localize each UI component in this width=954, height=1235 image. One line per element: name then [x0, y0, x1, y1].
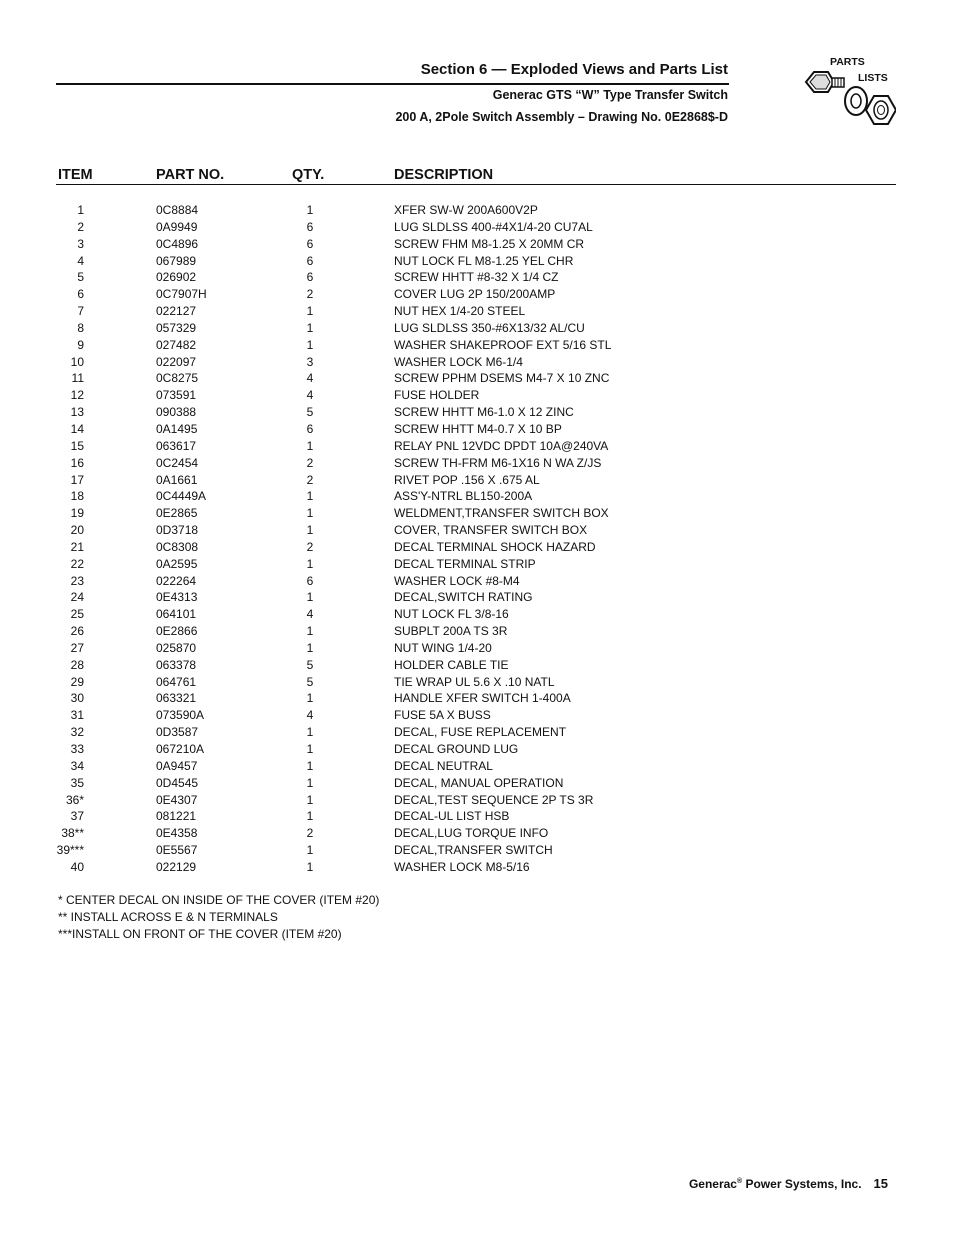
table-row — [0, 556, 954, 573]
table-row — [0, 674, 954, 691]
cell-part-no: 0A2595 — [156, 556, 198, 571]
cell-qty: 4 — [306, 371, 314, 386]
table-row — [0, 640, 954, 657]
cell-item: 18 — [70, 489, 84, 504]
footnote: ** INSTALL ACROSS E & N TERMINALS — [58, 910, 278, 924]
cell-part-no: 0C8275 — [156, 371, 199, 386]
table-row — [0, 825, 954, 842]
cell-part-no: 063617 — [156, 438, 197, 453]
cell-description: SUBPLT 200A TS 3R — [394, 624, 508, 639]
table-row — [0, 589, 954, 606]
cell-item: 13 — [70, 405, 84, 420]
cell-qty: 2 — [306, 539, 314, 554]
table-header — [0, 167, 954, 185]
cell-item: 27 — [70, 640, 84, 655]
table-row — [0, 236, 954, 253]
cell-item: 16 — [70, 455, 84, 470]
logo-text-lists: LISTS — [858, 72, 888, 84]
cell-item: 31 — [70, 708, 84, 723]
cell-qty: 1 — [306, 489, 314, 504]
cell-part-no: 064101 — [156, 607, 197, 622]
cell-item: 36* — [65, 792, 84, 807]
table-row — [0, 792, 954, 809]
cell-item: 30 — [70, 691, 84, 706]
table-row — [0, 539, 954, 556]
page-number: 15 — [873, 1176, 888, 1191]
cell-description: FUSE 5A X BUSS — [394, 708, 491, 723]
cell-qty: 2 — [306, 472, 314, 487]
cell-qty: 6 — [306, 270, 314, 285]
cell-item: 17 — [70, 472, 84, 487]
cell-description: SCREW HHTT M4-0.7 X 10 BP — [394, 421, 562, 436]
cell-description: SCREW HHTT M6-1.0 X 12 ZINC — [394, 405, 574, 420]
cell-description: LUG SLDLSS 350-#6X13/32 AL/CU — [394, 320, 585, 335]
cell-qty: 1 — [306, 742, 314, 756]
cell-part-no: 067210A — [156, 742, 205, 756]
cell-part-no: 081221 — [156, 809, 197, 824]
cell-part-no: 022127 — [156, 304, 197, 319]
table-row — [0, 707, 954, 724]
footer-company-prefix: Generac — [688, 1177, 737, 1191]
cell-item: 40 — [70, 859, 84, 874]
cell-qty: 5 — [306, 405, 314, 420]
cell-item: 35 — [70, 775, 84, 790]
section-title: Section 6 — Exploded Views and Parts List — [420, 61, 728, 78]
cell-qty: 1 — [306, 758, 314, 773]
cell-item: 37 — [70, 809, 84, 824]
cell-qty: 1 — [306, 640, 314, 655]
cell-part-no: 073590A — [156, 708, 205, 723]
table-row — [0, 690, 954, 707]
cell-description: COVER, TRANSFER SWITCH BOX — [394, 523, 588, 538]
column-header-description: DESCRIPTION — [394, 167, 494, 183]
cell-part-no: 0D3587 — [156, 725, 199, 740]
cell-item: 10 — [70, 354, 84, 369]
column-header-qty: QTY. — [292, 167, 325, 183]
cell-part-no: 0C8308 — [156, 539, 199, 554]
cell-qty: 1 — [306, 725, 314, 740]
cell-description: SCREW HHTT #8-32 X 1/4 CZ — [394, 270, 559, 285]
cell-qty: 2 — [306, 826, 314, 841]
cell-qty: 5 — [306, 674, 314, 689]
cell-qty: 1 — [306, 843, 314, 858]
cell-description: HOLDER CABLE TIE — [394, 657, 509, 672]
cell-item: 14 — [70, 421, 84, 436]
cell-qty: 1 — [306, 523, 314, 538]
cell-part-no: 0C7907H — [156, 287, 207, 302]
cell-description: DECAL,SWITCH RATING — [394, 590, 533, 605]
cell-description: LUG SLDLSS 400-#4X1/4-20 CU7AL — [394, 219, 593, 234]
cell-description: WASHER SHAKEPROOF EXT 5/16 STL — [394, 337, 612, 352]
cell-qty: 6 — [306, 573, 314, 588]
cell-description: DECAL,TRANSFER SWITCH — [394, 843, 553, 858]
cell-item: 1 — [77, 203, 84, 217]
cell-item: 22 — [70, 556, 84, 571]
cell-qty: 6 — [306, 219, 314, 234]
cell-qty: 4 — [306, 708, 314, 723]
table-row — [0, 859, 954, 876]
cell-part-no: 022097 — [156, 354, 197, 369]
header-rule — [56, 83, 729, 85]
table-row — [0, 741, 954, 758]
cell-part-no: 090388 — [156, 405, 197, 420]
table-row — [0, 370, 954, 387]
table-row — [0, 775, 954, 792]
cell-part-no: 0E4307 — [156, 792, 198, 807]
cell-qty: 1 — [306, 438, 314, 453]
footnote: * CENTER DECAL ON INSIDE OF THE COVER (ITEM #20) — [58, 893, 380, 907]
column-header-item: ITEM — [58, 167, 93, 183]
cell-part-no: 026902 — [156, 270, 197, 285]
cell-item: 23 — [70, 573, 84, 588]
table-row — [0, 269, 954, 286]
cell-description: WASHER LOCK #8-M4 — [394, 573, 520, 588]
page-footer — [689, 1176, 888, 1191]
table-row — [0, 354, 954, 371]
cell-qty: 1 — [306, 624, 314, 639]
cell-part-no: 0C8884 — [156, 203, 199, 217]
cell-item: 20 — [70, 523, 84, 538]
cell-qty: 1 — [306, 859, 314, 874]
cell-description: DECAL,TEST SEQUENCE 2P TS 3R — [394, 792, 594, 807]
cell-item: 5 — [77, 270, 84, 285]
cell-part-no: 0E4313 — [156, 590, 198, 605]
cell-part-no: 025870 — [156, 640, 197, 655]
cell-part-no: 0C4896 — [156, 236, 199, 251]
registered-mark: ® — [736, 1178, 743, 1185]
cell-item: 39*** — [56, 843, 84, 858]
cell-item: 15 — [70, 438, 84, 453]
cell-item: 2 — [77, 219, 84, 234]
cell-description: NUT HEX 1/4-20 STEEL — [394, 304, 526, 319]
cell-part-no: 073591 — [156, 388, 197, 403]
cell-description: WELDMENT,TRANSFER SWITCH BOX — [394, 506, 609, 521]
cell-part-no: 067989 — [156, 253, 197, 268]
cell-part-no: 022129 — [156, 859, 197, 874]
cell-qty: 1 — [306, 691, 314, 706]
cell-qty: 1 — [306, 337, 314, 352]
parts-table-body — [0, 202, 954, 876]
cell-item: 6 — [77, 287, 84, 302]
cell-part-no: 0A9457 — [156, 758, 198, 773]
cell-qty: 1 — [306, 203, 314, 217]
cell-item: 9 — [77, 337, 84, 352]
cell-description: SCREW FHM M8-1.25 X 20MM CR — [394, 236, 585, 251]
cell-qty: 1 — [306, 506, 314, 521]
cell-item: 24 — [70, 590, 84, 605]
cell-description: RELAY PNL 12VDC DPDT 10A@240VA — [394, 438, 609, 453]
cell-description: DECAL TERMINAL STRIP — [394, 556, 536, 571]
cell-description: NUT WING 1/4-20 — [394, 640, 492, 655]
header-subtitle-product: Generac GTS “W” Type Transfer Switch — [492, 88, 728, 102]
table-row — [0, 286, 954, 303]
cell-description: ASS'Y-NTRL BL150-200A — [394, 489, 533, 504]
cell-part-no: 063321 — [156, 691, 197, 706]
cell-item: 11 — [71, 371, 84, 386]
cell-qty: 1 — [306, 304, 314, 319]
table-row — [0, 202, 954, 219]
table-row — [0, 606, 954, 623]
table-row — [0, 724, 954, 741]
cell-qty: 1 — [306, 320, 314, 335]
cell-description: COVER LUG 2P 150/200AMP — [394, 287, 556, 302]
cell-qty: 1 — [306, 590, 314, 605]
cell-part-no: 057329 — [156, 320, 197, 335]
cell-description: WASHER LOCK M6-1/4 — [394, 354, 523, 369]
cell-item: 33 — [70, 742, 84, 756]
cell-description: DECAL,LUG TORQUE INFO — [394, 826, 549, 841]
cell-part-no: 0A1661 — [156, 472, 198, 487]
cell-qty: 6 — [306, 236, 314, 251]
cell-description: TIE WRAP UL 5.6 X .10 NATL — [394, 674, 555, 689]
table-row — [0, 253, 954, 270]
table-row — [0, 320, 954, 337]
cell-description: DECAL TERMINAL SHOCK HAZARD — [394, 539, 596, 554]
footnote: ***INSTALL ON FRONT OF THE COVER (ITEM #20) — [58, 927, 342, 941]
cell-part-no: 027482 — [156, 337, 197, 352]
table-header-rule — [56, 184, 896, 185]
cell-description: XFER SW-W 200A600V2P — [394, 203, 538, 217]
cell-part-no: 0E4358 — [156, 826, 198, 841]
table-row — [0, 842, 954, 859]
cell-description: NUT LOCK FL 3/8-16 — [394, 607, 509, 622]
cell-qty: 5 — [306, 657, 314, 672]
cell-description: NUT LOCK FL M8-1.25 YEL CHR — [394, 253, 574, 268]
cell-item: 19 — [70, 506, 84, 521]
cell-item: 34 — [70, 758, 84, 773]
footer-company-suffix: Power Systems, Inc. — [742, 1177, 862, 1191]
table-row — [0, 303, 954, 320]
cell-qty: 2 — [306, 287, 314, 302]
table-row — [0, 337, 954, 354]
cell-item: 26 — [70, 624, 84, 639]
cell-item: 4 — [77, 253, 84, 268]
cell-item: 12 — [70, 388, 84, 403]
cell-qty: 1 — [306, 809, 314, 824]
cell-part-no: 0E5567 — [156, 843, 198, 858]
cell-qty: 4 — [306, 607, 314, 622]
table-row — [0, 657, 954, 674]
cell-qty: 4 — [306, 388, 314, 403]
cell-description: SCREW PPHM DSEMS M4-7 X 10 ZNC — [394, 371, 610, 386]
cell-part-no: 022264 — [156, 573, 197, 588]
table-row — [0, 455, 954, 472]
cell-description: DECAL GROUND LUG — [394, 742, 519, 756]
table-row — [0, 421, 954, 438]
table-row — [0, 219, 954, 236]
cell-description: DECAL NEUTRAL — [394, 758, 493, 773]
table-row — [0, 522, 954, 539]
cell-item: 7 — [77, 304, 84, 319]
footnotes — [58, 892, 379, 943]
table-row — [0, 438, 954, 455]
cell-part-no: 063378 — [156, 657, 197, 672]
cell-part-no: 0D4545 — [156, 775, 199, 790]
cell-part-no: 0A1495 — [156, 421, 198, 436]
cell-description: DECAL, FUSE REPLACEMENT — [394, 725, 567, 740]
cell-part-no: 0A9949 — [156, 219, 198, 234]
table-row — [0, 472, 954, 489]
cell-description: SCREW TH-FRM M6-1X16 N WA Z/JS — [394, 455, 602, 470]
cell-item: 25 — [70, 607, 84, 622]
table-row — [0, 387, 954, 404]
cell-part-no: 0D3718 — [156, 523, 199, 538]
cell-part-no: 0C4449A — [156, 489, 207, 504]
table-row — [0, 505, 954, 522]
cell-item: 8 — [77, 320, 84, 335]
table-row — [0, 488, 954, 505]
column-header-part-no: PART NO. — [156, 167, 225, 183]
cell-item: 28 — [70, 657, 84, 672]
cell-part-no: 064761 — [156, 674, 197, 689]
cell-qty: 1 — [306, 775, 314, 790]
cell-item: 29 — [70, 674, 84, 689]
cell-qty: 6 — [306, 421, 314, 436]
cell-item: 21 — [70, 539, 84, 554]
cell-description: DECAL-UL LIST HSB — [394, 809, 510, 824]
cell-description: RIVET POP .156 X .675 AL — [394, 472, 540, 487]
cell-qty: 1 — [306, 792, 314, 807]
cell-description: DECAL, MANUAL OPERATION — [394, 775, 564, 790]
cell-item: 3 — [77, 236, 84, 251]
table-row — [0, 404, 954, 421]
cell-part-no: 0E2866 — [156, 624, 198, 639]
cell-part-no: 0E2865 — [156, 506, 198, 521]
cell-part-no: 0C2454 — [156, 455, 199, 470]
cell-qty: 6 — [306, 253, 314, 268]
header-subtitle-drawing: 200 A, 2Pole Switch Assembly – Drawing No. 0E2868$-D — [395, 110, 728, 124]
cell-description: HANDLE XFER SWITCH 1-400A — [394, 691, 571, 706]
table-row — [0, 623, 954, 640]
cell-item: 32 — [70, 725, 84, 740]
table-row — [0, 808, 954, 825]
cell-qty: 1 — [306, 556, 314, 571]
logo-text-parts: PARTS — [830, 56, 865, 68]
table-row — [0, 573, 954, 590]
cell-item: 38** — [61, 826, 84, 841]
cell-description: FUSE HOLDER — [394, 388, 480, 403]
cell-qty: 3 — [306, 354, 314, 369]
cell-description: WASHER LOCK M8-5/16 — [394, 859, 530, 874]
cell-qty: 2 — [306, 455, 314, 470]
table-row — [0, 758, 954, 775]
